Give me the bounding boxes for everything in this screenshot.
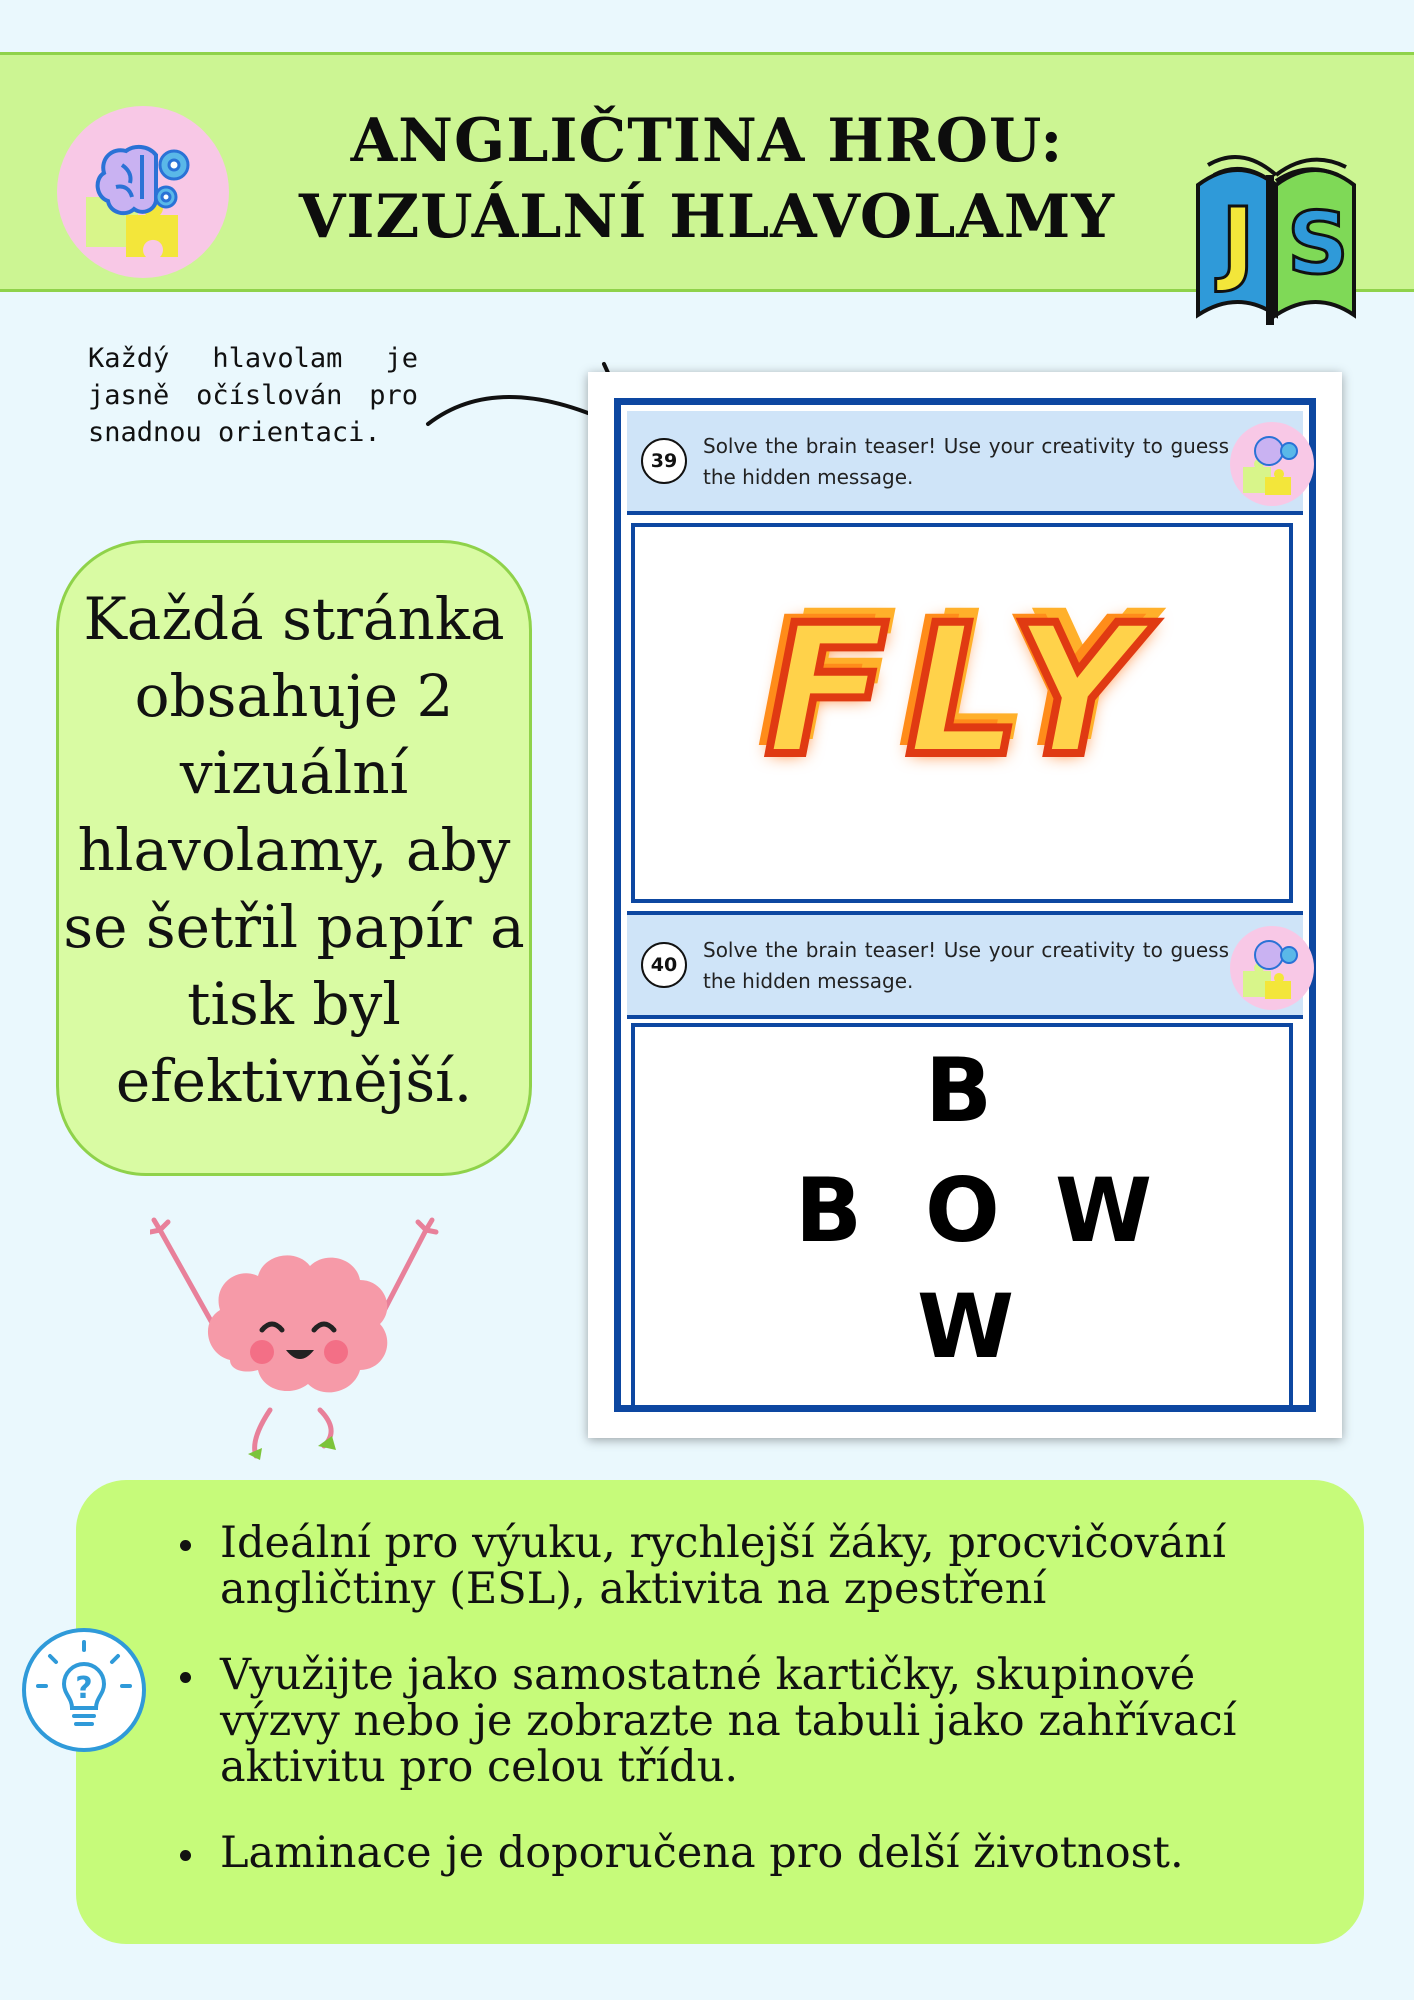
bow-letter-bottom: W — [917, 1275, 1015, 1378]
worksheet-preview — [588, 372, 1342, 1438]
bullet-item: Využijte jako samostatné kartičky, skupinové výzvy nebo je zobrazte na tabuli jako zahřívací aktivitu pro celou třídu. — [150, 1652, 1300, 1790]
card-header-39 — [627, 411, 1303, 515]
svg-text:?: ? — [75, 1671, 93, 1706]
worksheet-frame — [614, 398, 1316, 1412]
bullet-item: Ideální pro výuku, rychlejší žáky, procvičování angličtiny (ESL), aktivita na zpestření — [150, 1520, 1300, 1612]
bubble-line: vizuální — [179, 739, 409, 807]
fly-puzzle-text: FLY — [765, 587, 1159, 796]
bubble-line: hlavolamy, aby — [77, 816, 511, 884]
bubble-line: Každá stránka — [83, 585, 505, 653]
happy-brain-mascot-icon — [150, 1210, 440, 1460]
bubble-text — [59, 581, 529, 1120]
card-number-badge: 40 — [641, 942, 687, 988]
card-image-box-40 — [631, 1023, 1293, 1409]
brain-puzzle-mini-icon — [1229, 421, 1315, 507]
info-bubble — [56, 540, 532, 1176]
bubble-line: obsahuje 2 — [134, 662, 454, 730]
card-image-box-39 — [631, 523, 1293, 903]
numbering-annotation: Každý hlavolam je jasně očíslován pro snadnou orientaci. — [88, 343, 418, 448]
bullet-item: Laminace je doporučena pro delší životnost. — [150, 1830, 1300, 1876]
card-prompt: Solve the brain teaser! Use your creativity to guess the hidden message. — [703, 938, 1229, 993]
brain-puzzle-mini-icon — [1229, 925, 1315, 1011]
card-prompt: Solve the brain teaser! Use your creativity to guess the hidden message. — [703, 434, 1229, 489]
logo-letter-s: S — [1287, 194, 1349, 294]
card-number-badge: 39 — [641, 438, 687, 484]
title-line-2: VIZUÁLNÍ HLAVOLAMY — [298, 182, 1116, 252]
brain-puzzle-logo-icon — [56, 105, 230, 279]
usage-bullet-list — [150, 1520, 1300, 1916]
title-line-1: ANGLIČTINA HROU: — [350, 106, 1064, 176]
bow-letter-top: B — [925, 1039, 993, 1142]
bubble-line: efektivnější. — [115, 1047, 473, 1115]
header-banner — [0, 52, 1414, 295]
logo-letter-j: J — [1220, 188, 1256, 295]
bow-letter-center: O — [925, 1159, 1000, 1262]
bubble-line: se šetřil papír a — [63, 893, 525, 961]
open-book-logo-icon — [1178, 145, 1368, 325]
lightbulb-question-icon — [20, 1626, 148, 1754]
bow-letter-left: B — [795, 1159, 863, 1262]
bow-letter-right: W — [1055, 1159, 1153, 1262]
card-header-40 — [627, 911, 1303, 1019]
bubble-line: tisk byl — [187, 970, 401, 1038]
